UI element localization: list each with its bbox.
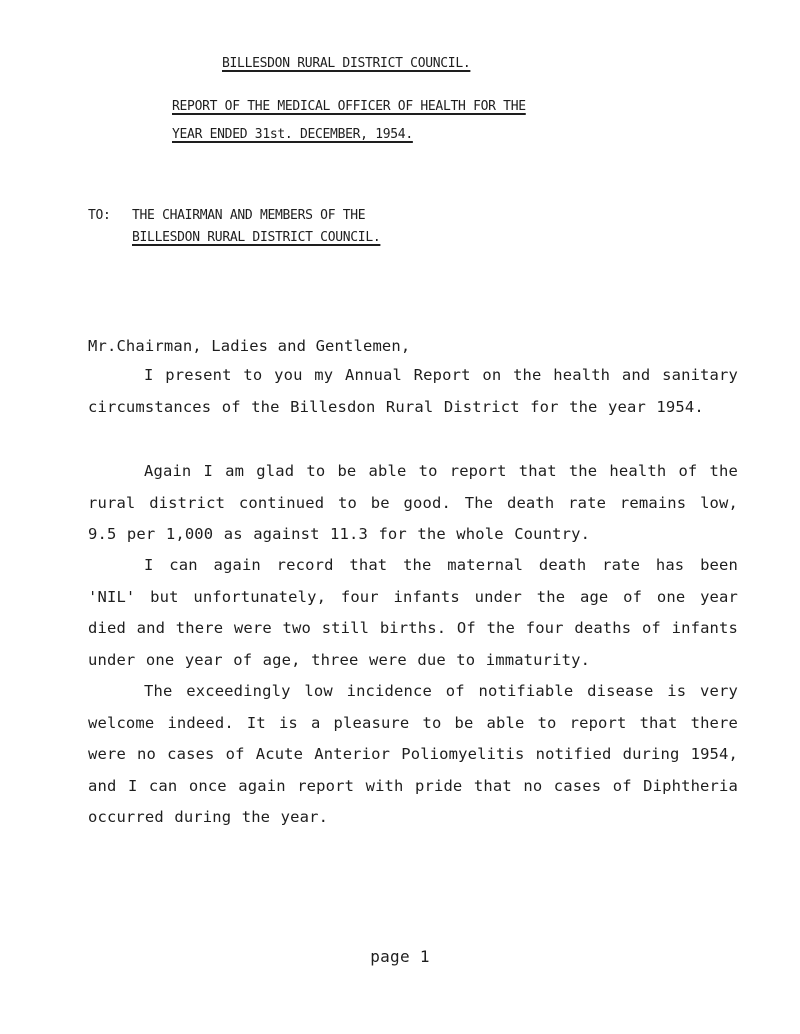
paragraph-1: I present to you my Annual Report on the health and sanitary circumstances of the Billesdon Rural District for the year 1954. [88,366,738,416]
addressee-line-2: BILLESDON RURAL DISTRICT COUNCIL. [132,230,381,245]
paragraph-4: The exceedingly low incidence of notifiable disease is very welcome indeed. It is a pleasure to be able to report that there were no cases of Acute Anterior Poliomyelitis notified during 1954, and I can once again report with pride that no cases of Diphtheria occurred during the year. [88,682,738,826]
paragraph-2: Again I am glad to be able to report that the health of the rural district continued to be good. The death rate remains low, 9.5 per 1,000 as against 11.3 for the whole Country. [88,462,738,543]
report-title-line-2: YEAR ENDED 31st. DECEMBER, 1954. [172,127,413,142]
addressee-label: TO: [88,208,111,223]
addressee-line-1: THE CHAIRMAN AND MEMBERS OF THE [132,208,366,223]
paragraph-3: I can again record that the maternal death rate has been 'NIL' but unfortunately, four infants under the age of one year died and there were two still births. Of the four deaths of infants under one year of age, three were due to immaturity. [88,556,738,669]
salutation: Mr.Chairman, Ladies and Gentlemen, [88,337,411,355]
council-heading: BILLESDON RURAL DISTRICT COUNCIL. [222,56,471,71]
report-title-line-1: REPORT OF THE MEDICAL OFFICER OF HEALTH FOR THE [172,99,526,114]
page-number: page 1 [370,947,430,966]
